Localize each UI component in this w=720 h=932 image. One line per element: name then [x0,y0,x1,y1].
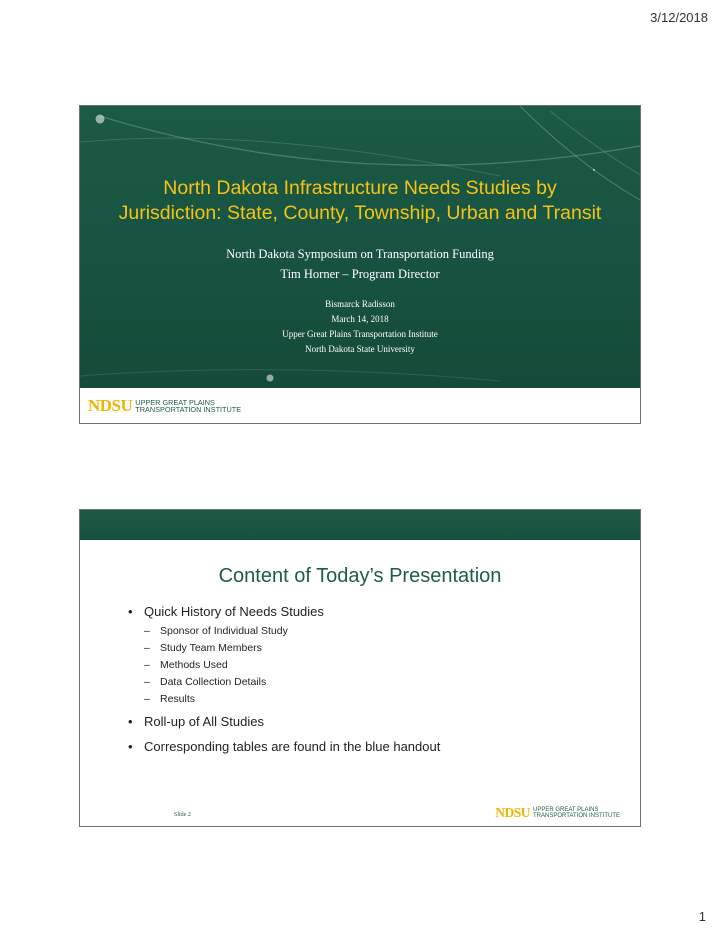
decorative-dot [96,115,105,124]
slide-title [80,176,640,226]
sub-bullet-item [128,691,608,708]
sub-bullet-text: Sponsor of Individual Study [160,625,288,637]
slide-top-band [80,510,640,540]
slide-subtitle [80,244,640,284]
dash-marker: – [144,659,150,671]
slide-number-label: Slide 2 [174,812,191,818]
slide-title-line: North Dakota Infrastructure Needs Studies by [163,177,557,199]
title-slide-background [80,106,640,390]
bullet-item: • Roll-up of All Studies [128,713,608,730]
sub-bullet-item [128,657,608,674]
title-slide [79,105,641,424]
bullet-item: • Quick History of Needs Studies [128,603,608,620]
ndsu-wordmark: NDSU [88,396,133,415]
decorative-dot [593,169,595,171]
sub-bullet-text: Data Collection Details [160,676,267,688]
event-details [80,297,640,357]
dash-marker: – [144,676,150,688]
venue: Bismarck Radisson [325,299,395,309]
slide-footer [80,388,640,423]
presenter-name: Tim Horner – Program Director [280,267,440,281]
organization: Upper Great Plains Transportation Institute [282,329,438,339]
sub-bullet-list [128,623,608,708]
university: North Dakota State University [305,344,415,354]
ugpti-line: TRANSPORTATION INSTITUTE [532,813,620,819]
slide-heading: Content of Today’s Presentation [218,565,502,587]
sub-bullet-item [128,640,608,657]
page-date: 3/12/2018 [650,10,708,25]
slide-content [128,603,608,763]
dash-marker: – [144,642,150,654]
slide-title-line: Jurisdiction: State, County, Township, Urban and Transit [118,202,602,224]
content-slide [79,509,641,827]
sub-bullet-item [128,623,608,640]
sub-bullet-text: Methods Used [160,659,228,671]
ugpti-line: UPPER GREAT PLAINS [532,807,599,813]
sub-bullet-text: Results [160,693,196,705]
sub-bullet-text: Study Team Members [160,642,262,654]
ugpti-wordmark [533,807,620,819]
page-number: 1 [698,909,706,924]
dash-marker: – [144,625,150,637]
ugpti-line: TRANSPORTATION INSTITUTE [135,405,242,414]
sub-bullet-item [128,674,608,691]
bullet-item: • Corresponding tables are found in the blue handout [128,738,608,755]
ugpti-line: UPPER GREAT PLAINS [135,397,215,407]
event-name: North Dakota Symposium on Transportation Funding [226,247,494,261]
ugpti-wordmark [135,399,241,414]
ndsu-wordmark: NDSU [495,805,530,820]
ndsu-ugpti-logo [88,396,241,416]
dash-marker: – [144,693,150,705]
ndsu-ugpti-logo [495,805,620,821]
event-date: March 14, 2018 [331,314,389,324]
decorative-dot [267,375,274,382]
